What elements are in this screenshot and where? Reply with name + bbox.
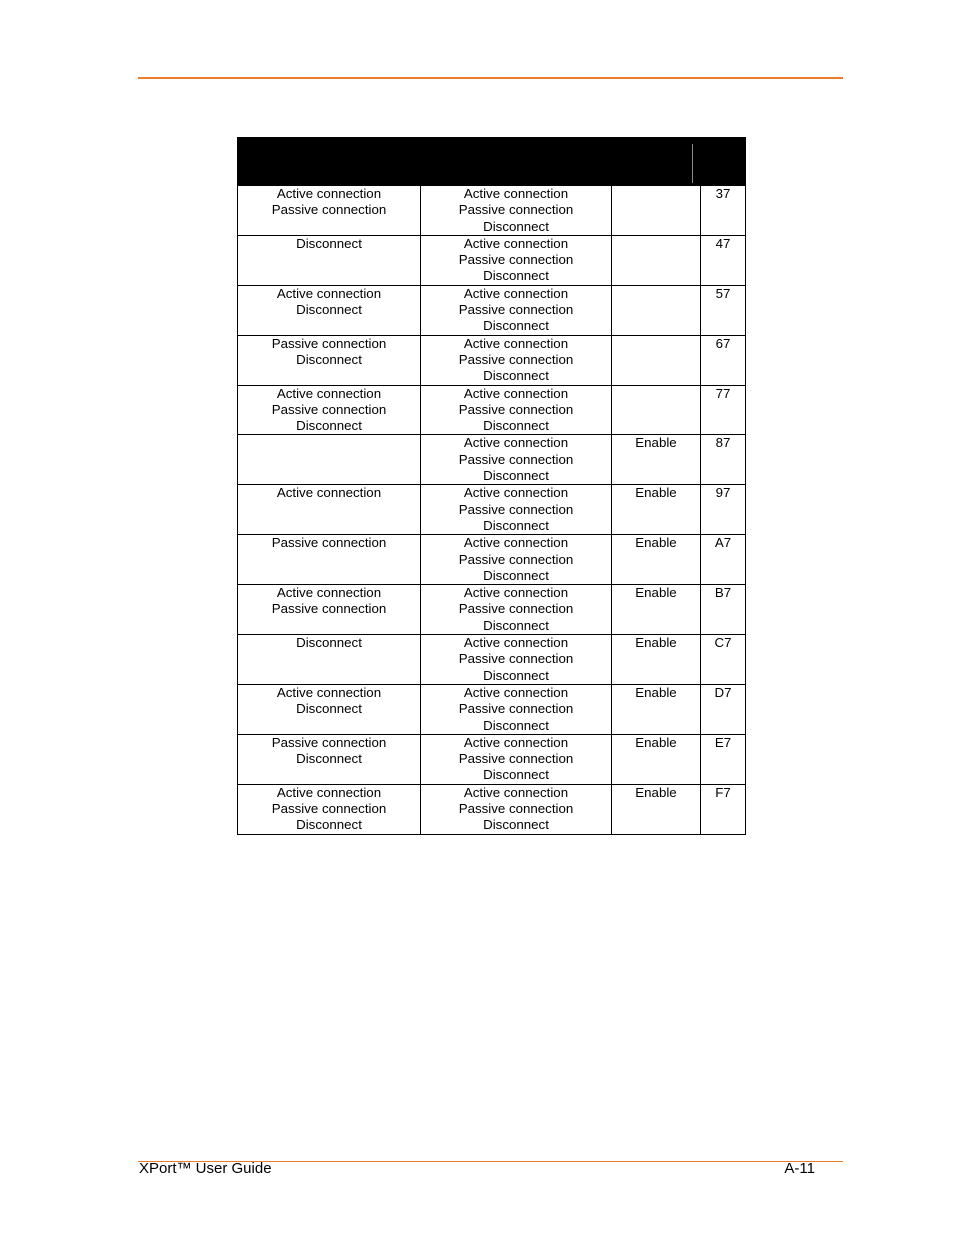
table-row — [238, 186, 746, 236]
cell-line: Passive connection — [271, 734, 387, 750]
table-body — [238, 186, 746, 835]
table-row — [238, 335, 746, 385]
table-cell-col4: E7 — [701, 734, 746, 784]
table-row — [238, 734, 746, 784]
cell-line: Disconnect — [483, 617, 549, 633]
cell-line: Active connection — [276, 784, 382, 800]
cell-line: Active connection — [276, 285, 382, 301]
table-cell-col2 — [421, 684, 612, 734]
cell-line: Disconnect — [483, 717, 549, 733]
table-cell-col3 — [612, 335, 701, 385]
cell-line: Passive connection — [271, 601, 387, 617]
table-cell-col4: D7 — [701, 684, 746, 734]
table-cell-col1 — [238, 684, 421, 734]
table-cell-col2 — [421, 585, 612, 635]
table-cell-col3 — [612, 235, 701, 285]
cell-line: Disconnect — [296, 302, 362, 318]
cell-line: Disconnect — [296, 635, 362, 651]
table-cell-col1 — [238, 385, 421, 435]
cell-line: Disconnect — [296, 817, 362, 833]
cell-line: Disconnect — [296, 751, 362, 767]
table-row — [238, 435, 746, 485]
cell-line: Disconnect — [483, 318, 549, 334]
cell-line: Active connection — [276, 485, 382, 501]
table-cell-col1 — [238, 635, 421, 685]
connection-table — [237, 137, 745, 835]
table-cell-col3: Enable — [612, 435, 701, 485]
table-cell-col2 — [421, 335, 612, 385]
cell-line: Disconnect — [296, 351, 362, 367]
cell-line: Active connection — [463, 285, 569, 301]
cell-line: Active connection — [463, 535, 569, 551]
table-row — [238, 635, 746, 685]
cell-line: Disconnect — [483, 368, 549, 384]
cell-line: Disconnect — [483, 268, 549, 284]
table-cell-col3: Enable — [612, 684, 701, 734]
cell-line: Passive connection — [271, 800, 387, 816]
cell-line: Disconnect — [483, 468, 549, 484]
cell-line: Disconnect — [483, 418, 549, 434]
cell-line: Active connection — [463, 784, 569, 800]
table-cell-col4: B7 — [701, 585, 746, 635]
cell-line: Active connection — [276, 585, 382, 601]
table-cell-col4: 97 — [701, 485, 746, 535]
cell-line: Disconnect — [483, 667, 549, 683]
cell-line: Active connection — [463, 186, 569, 201]
cell-line: Active connection — [463, 585, 569, 601]
table-cell-col3 — [612, 385, 701, 435]
cell-line: Active connection — [463, 734, 569, 750]
table-cell-col1 — [238, 535, 421, 585]
cell-line: Active connection — [463, 635, 569, 651]
table-cell-col1 — [238, 435, 421, 485]
table-cell-col1 — [238, 585, 421, 635]
cell-line: Active connection — [276, 186, 382, 201]
table-cell-col1 — [238, 784, 421, 834]
cell-line: Disconnect — [483, 767, 549, 783]
cell-line: Passive connection — [271, 535, 387, 551]
table-cell-col2 — [421, 635, 612, 685]
table-cell-col4: C7 — [701, 635, 746, 685]
connection-mode-table — [237, 137, 746, 835]
table-row — [238, 235, 746, 285]
cell-line: Active connection — [463, 385, 569, 401]
footer-title: XPort™ User Guide — [139, 1160, 272, 1177]
cell-line: Passive connection — [458, 351, 574, 367]
table-cell-col3 — [612, 285, 701, 335]
table-row — [238, 485, 746, 535]
cell-line: Passive connection — [271, 202, 387, 218]
table-cell-col4: 37 — [701, 186, 746, 236]
table-cell-col2 — [421, 784, 612, 834]
table-cell-col2 — [421, 485, 612, 535]
cell-line: Disconnect — [296, 701, 362, 717]
cell-line: Disconnect — [296, 418, 362, 434]
table-row — [238, 784, 746, 834]
table-cell-col4: 87 — [701, 435, 746, 485]
cell-line: Passive connection — [458, 202, 574, 218]
table-cell-col1 — [238, 235, 421, 285]
table-cell-col3: Enable — [612, 535, 701, 585]
table-row — [238, 684, 746, 734]
cell-line: Passive connection — [458, 252, 574, 268]
table-cell-col4: 47 — [701, 235, 746, 285]
table-cell-col2 — [421, 535, 612, 585]
table-cell-col1 — [238, 186, 421, 236]
cell-line: Passive connection — [458, 401, 574, 417]
table-cell-col2 — [421, 435, 612, 485]
table-cell-col2 — [421, 186, 612, 236]
cell-line: Disconnect — [296, 235, 362, 251]
table-cell-col4: A7 — [701, 535, 746, 585]
cell-line: Active connection — [276, 684, 382, 700]
cell-line: Passive connection — [458, 302, 574, 318]
cell-line: Passive connection — [458, 551, 574, 567]
cell-line: Passive connection — [458, 701, 574, 717]
cell-line: Disconnect — [483, 817, 549, 833]
table-row — [238, 585, 746, 635]
table-cell-col1 — [238, 485, 421, 535]
table-cell-col3: Enable — [612, 485, 701, 535]
table-cell-col3: Enable — [612, 784, 701, 834]
header-cell-1 — [238, 138, 421, 186]
table-cell-col1 — [238, 734, 421, 784]
table-cell-col2 — [421, 235, 612, 285]
cell-line: Disconnect — [483, 218, 549, 234]
table-cell-col2 — [421, 385, 612, 435]
cell-line: Passive connection — [271, 335, 387, 351]
cell-line: Active connection — [463, 235, 569, 251]
table-cell-col2 — [421, 734, 612, 784]
cell-line: Passive connection — [458, 451, 574, 467]
cell-line: Disconnect — [483, 567, 549, 583]
table-cell-col1 — [238, 285, 421, 335]
table-cell-col1 — [238, 335, 421, 385]
table-row — [238, 535, 746, 585]
table-row — [238, 285, 746, 335]
table-cell-col4: 77 — [701, 385, 746, 435]
header-cell-3 — [612, 138, 701, 186]
header-rule — [138, 77, 843, 79]
header-cell-4 — [701, 138, 746, 186]
table-cell-col4: F7 — [701, 784, 746, 834]
header-cell-2 — [421, 138, 612, 186]
cell-line: Active connection — [276, 385, 382, 401]
cell-line: Passive connection — [458, 651, 574, 667]
page-number: A-11 — [784, 1160, 815, 1177]
table-cell-col3: Enable — [612, 635, 701, 685]
table-cell-col3: Enable — [612, 734, 701, 784]
table-cell-col3 — [612, 186, 701, 236]
cell-line: Passive connection — [271, 401, 387, 417]
cell-line: Active connection — [463, 335, 569, 351]
cell-line: Active connection — [463, 435, 569, 451]
table-row — [238, 385, 746, 435]
table-cell-col4: 67 — [701, 335, 746, 385]
cell-line: Disconnect — [483, 517, 549, 533]
table-header-row — [238, 138, 746, 186]
cell-line: Passive connection — [458, 800, 574, 816]
cell-line: Active connection — [463, 485, 569, 501]
cell-line: Active connection — [463, 684, 569, 700]
cell-line: Passive connection — [458, 601, 574, 617]
cell-line: Passive connection — [458, 751, 574, 767]
table-cell-col4: 57 — [701, 285, 746, 335]
table-cell-col3: Enable — [612, 585, 701, 635]
table-cell-col2 — [421, 285, 612, 335]
cell-line: Passive connection — [458, 501, 574, 517]
